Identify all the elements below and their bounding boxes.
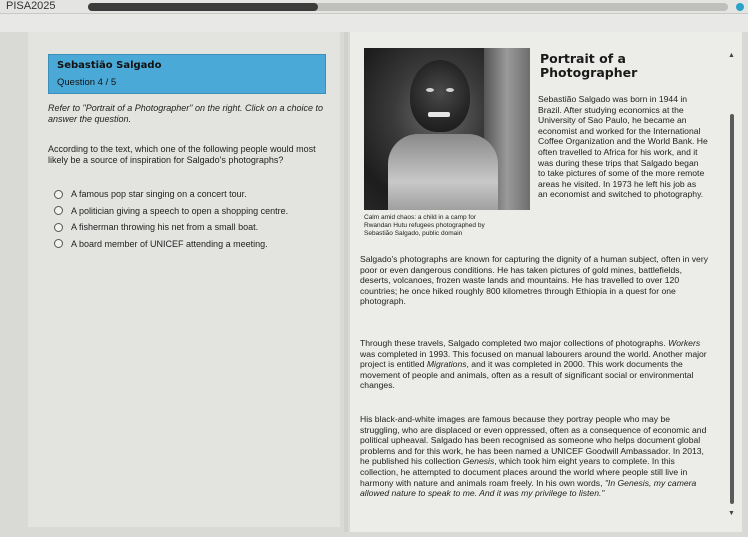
- scrollbar-thumb[interactable]: [730, 114, 734, 504]
- answer-option-label: A fisherman throwing his net from a small boat.: [71, 222, 259, 233]
- question-instruction: Refer to "Portrait of a Photographer" on the right. Click on a choice to answer the question.: [48, 103, 324, 124]
- answer-option-label: A famous pop star singing on a concert tour.: [71, 189, 247, 200]
- radio-button[interactable]: [54, 206, 63, 215]
- portrait-photo: [364, 48, 530, 210]
- article-paragraph-2: Salgado's photographs are known for capturing the dignity of a human subject, often in very poor or even dangerous conditions. He has taken pictures of gold mines, battlefields, deserts, volcanoes, frozen waste lands and mountains. He has travelled to over 120 countries; he once hiked roughly 800 kilometres through Ethiopia in a quest for one photograph.: [360, 254, 708, 307]
- app-title: PISA2025: [6, 0, 56, 12]
- article-paragraph-4: His black-and-white images are famous because they portray people who may be struggling, who are displaced or even oppressed, often as a consequence of economic and political upheaval. Salgado has been recognised as someone who helps document global problems and for this work, he has been named a UNICEF Goodwill Ambassador. In 2013, he published his collection Genesis, which took him eight years to complete. In this collection, he attempted to document places around the world where people still live in harmony with nature and animals roam freely. In his own words, "In Genesis, my camera allowed nature to speak to me. And it was my privilege to listen.": [360, 414, 707, 499]
- answer-option-label: A politician giving a speech to open a shopping centre.: [71, 205, 289, 216]
- answer-options: [54, 186, 334, 252]
- top-bar: [0, 0, 748, 14]
- answer-option-2[interactable]: [54, 203, 334, 220]
- question-prompt: According to the text, which one of the following people would most likely be a source of inspiration for Salgado's photographs?: [48, 144, 316, 165]
- progress-indicator-dot: [736, 3, 744, 11]
- article-paragraph-1: Sebastião Salgado was born in 1944 in Brazil. After studying economics at the University of Sao Paulo, he became an economist and worked for the International Coffee Organization and the World Bank. He often travelled to Africa for his work, and it was during these trips that Salgado began to take pictures of some of the more remote areas he visited. In 1973 he left his job as an economist and switched to photography.: [538, 94, 708, 200]
- radio-button[interactable]: [54, 190, 63, 199]
- radio-button[interactable]: [54, 239, 63, 248]
- photo-caption: Calm amid chaos: a child in a camp for Rwandan Hutu refugees photographed by Sebastião Salgado, public domain: [364, 214, 485, 237]
- radio-button[interactable]: [54, 223, 63, 232]
- progress-fill: [88, 3, 318, 11]
- question-header: [48, 54, 326, 94]
- progress-bar: [88, 3, 728, 11]
- question-panel: [28, 32, 340, 527]
- question-number: Question 4 / 5: [57, 77, 117, 88]
- scroll-down-arrow-icon[interactable]: ▼: [728, 510, 735, 517]
- sub-bar: [0, 14, 748, 32]
- answer-option-1[interactable]: [54, 186, 334, 203]
- scroll-up-arrow-icon[interactable]: ▲: [728, 52, 735, 59]
- panel-divider: [344, 32, 348, 532]
- article-paragraph-3: Through these travels, Salgado completed two major collections of photographs. Workers was completed in 1993. This focused on manual labourers around the world. Another major project is entitled Migrations, and it was completed in 2000. This work documents the movement of people and animals, often as a result of significant social or environmental changes.: [360, 338, 707, 391]
- answer-option-4[interactable]: [54, 236, 334, 253]
- article-title: Portrait of a Photographer: [540, 51, 638, 80]
- answer-option-3[interactable]: [54, 219, 334, 236]
- question-unit-title: Sebastião Salgado: [57, 60, 162, 71]
- answer-option-label: A board member of UNICEF attending a meeting.: [71, 238, 268, 249]
- stimulus-panel: [350, 32, 742, 532]
